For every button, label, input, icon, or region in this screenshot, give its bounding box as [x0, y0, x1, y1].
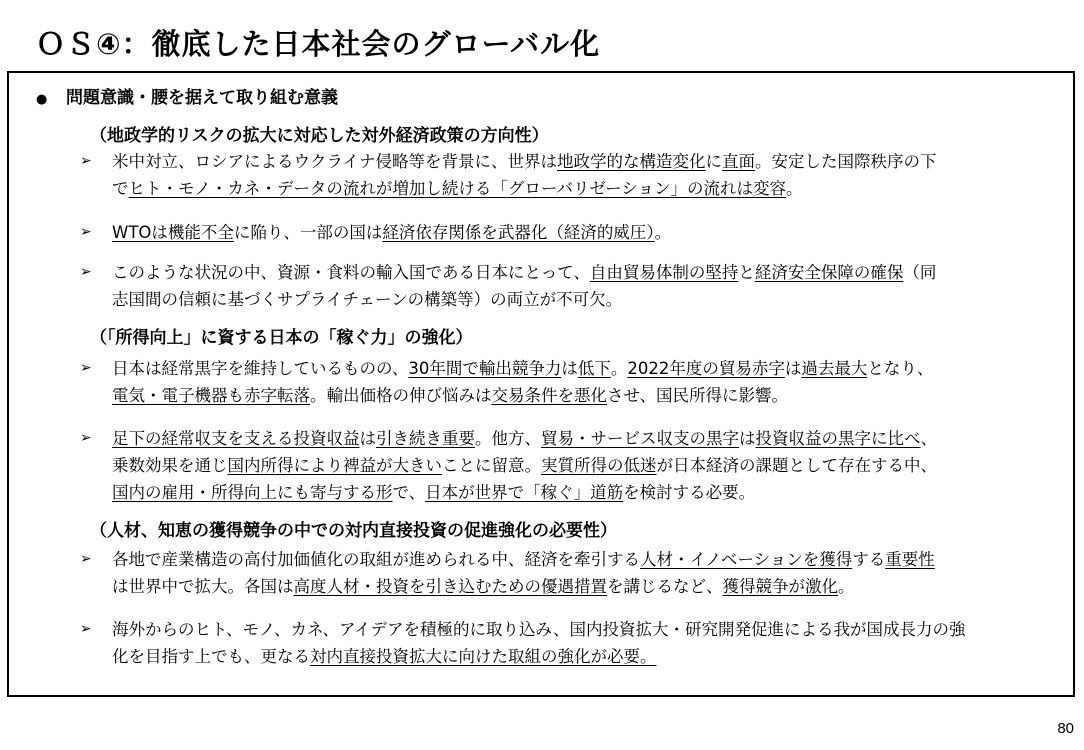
arrow-bullet-icon: ➢ — [80, 551, 92, 567]
item-text — [112, 219, 1055, 246]
list-item — [80, 148, 1055, 202]
text-line: 海外からのヒト、モノ、カネ、アイデアを積極的に取り込み、国内投資拡大・研究開発促進による我が国成長力の強 — [112, 620, 966, 639]
list-item — [80, 425, 1055, 506]
list-item — [80, 546, 1055, 600]
arrow-bullet-icon: ➢ — [80, 153, 92, 169]
arrow-bullet-icon: ➢ — [80, 264, 92, 280]
arrow-bullet-icon: ➢ — [80, 621, 92, 637]
list-item — [80, 259, 1055, 313]
text-line: 乗数効果を通じ国内所得により裨益が大きいことに留意。実質所得の低迷が日本経済の課題として存在する中、 — [112, 456, 937, 475]
bullet-dot-icon: ● — [36, 92, 48, 107]
item-text — [112, 546, 1055, 600]
arrow-bullet-icon: ➢ — [80, 360, 92, 376]
text-line: 米中対立、ロシアによるウクライナ侵略等を背景に、世界は地政学的な構造変化に直面。安定した国際秩序の下 — [112, 152, 937, 171]
arrow-bullet-icon: ➢ — [80, 430, 92, 446]
section-heading: （地政学的リスクの拡大に対応した対外経済政策の方向性） — [90, 126, 549, 146]
arrow-bullet-icon: ➢ — [80, 224, 92, 240]
item-text — [112, 355, 1055, 409]
list-item — [80, 355, 1055, 409]
list-item — [80, 219, 1055, 246]
item-text — [112, 259, 1055, 313]
text-line: 各地で産業構造の高付加価値化の取組が進められる中、経済を牽引する人材・イノベーションを獲得する重要性 — [112, 550, 935, 569]
item-text — [112, 425, 1055, 506]
main-bullet-text: 問題意識・腰を据えて取り組む意義 — [66, 88, 338, 108]
main-bullet — [36, 86, 338, 112]
page-number: 80 — [1057, 720, 1074, 737]
text-line: 電気・電子機器も赤字転落。輸出価格の伸び悩みは交易条件を悪化させ、国民所得に影響。 — [112, 386, 789, 405]
item-text — [112, 148, 1055, 202]
text-line: 志国間の信頼に基づくサプライチェーンの構築等）の両立が不可欠。 — [112, 290, 623, 309]
text-line: 足下の経常収支を支える投資収益は引き続き重要。他方、貿易・サービス収支の黒字は投資収益の黒字に比べ、 — [112, 429, 937, 448]
text-line: WTOは機能不全に陥り、一部の国は経済依存関係を武器化（経済的威圧）。 — [112, 223, 672, 242]
text-line: でヒト・モノ・カネ・データの流れが増加し続ける「グローバリゼーション」の流れは変容。 — [112, 179, 803, 198]
text-line: 化を目指す上でも、更なる対内直接投資拡大に向けた取組の強化が必要。 — [112, 647, 657, 666]
text-line: 国内の雇用・所得向上にも寄与する形で、日本が世界で「稼ぐ」道筋を検討する必要。 — [112, 483, 756, 502]
text-line: 日本は経常黒字を維持しているものの、30年間で輸出競争力は低下。2022年度の貿易赤字は過去最大となり、 — [112, 359, 934, 378]
section-heading: （「所得向上」に資する日本の「稼ぐ力」の強化） — [90, 328, 473, 348]
page-title: ＯＳ④：徹底した日本社会のグローバル化 — [36, 27, 601, 61]
text-line: このような状況の中、資源・食料の輸入国である日本にとって、自由貿易体制の堅持と経済安全保障の確保（同 — [112, 263, 937, 282]
list-item — [80, 616, 1055, 670]
section-heading: （人材、知恵の獲得競争の中での対内直接投資の促進強化の必要性） — [90, 521, 617, 541]
item-text — [112, 616, 1055, 670]
text-line: は世界中で拡大。各国は高度人材・投資を引き込むための優遇措置を講じるなど、獲得競争が激化。 — [112, 577, 855, 596]
